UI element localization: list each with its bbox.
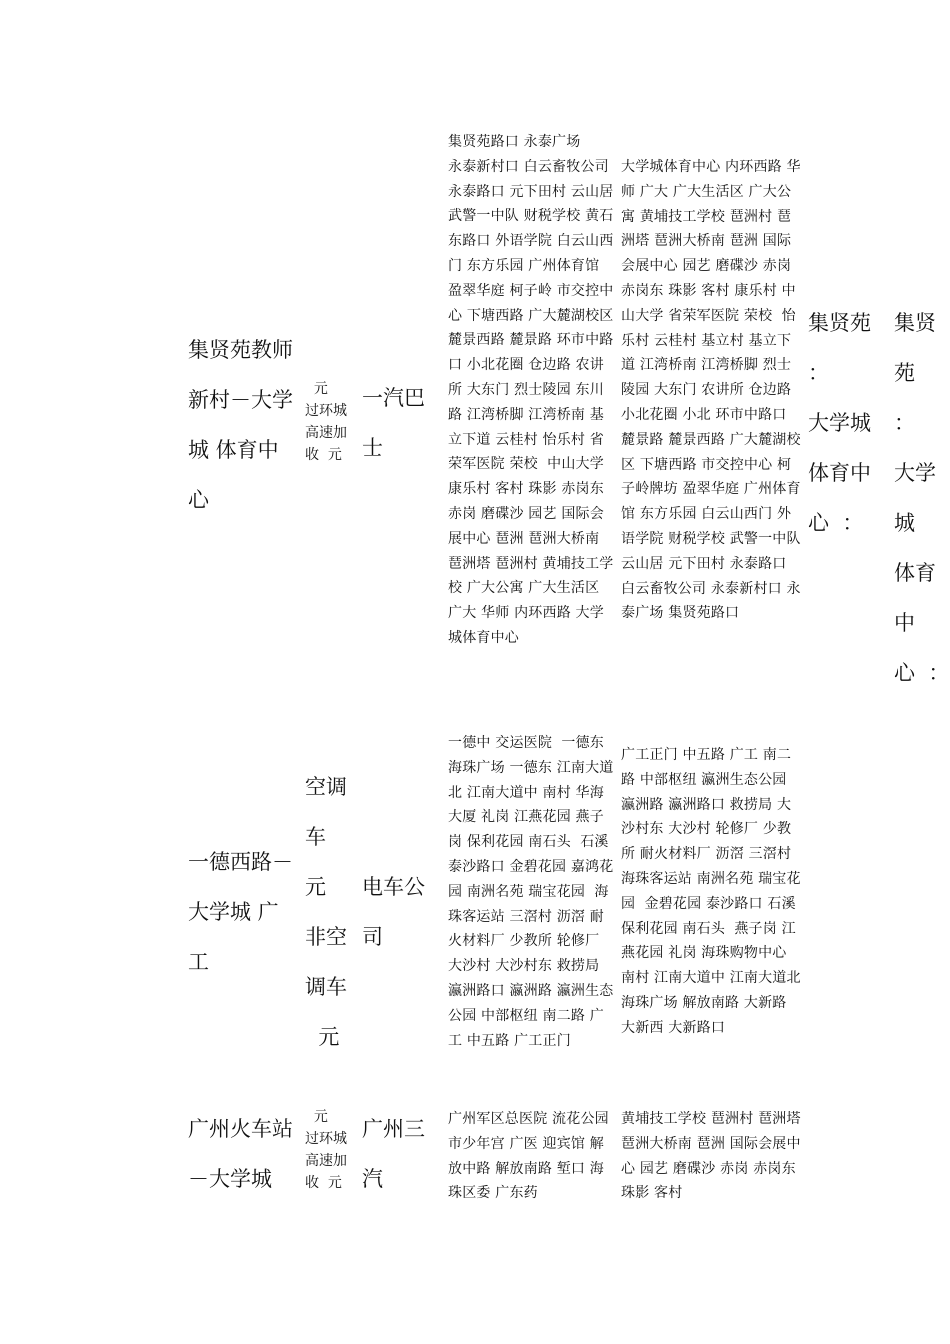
- stops-return: 大学城体育中心 内环西路 华师 广大 广大生活区 广大公寓 黄埔技工学校 琶洲村 琶洲塔 琶洲大桥南 琶洲 国际会展中心 园艺 磨碟沙 赤岗 赤岗东 珠影 客村 康乐村 中山大学 省荣军医院 荣校 怡乐村 云桂村 基立村 基立下道 江湾桥南 江湾桥脚 烈士陵园 大东门 农讲所 仓边路 小北花圈 小北 环市中路口 麓景路 麓景西路 广大麓湖校区 下塘西路 市交控中心 柯子岭牌坊 盈翠华庭 广州体育馆 东方乐园 白云山西门 外语学院 财税学校 武警一中队 云山居 元下田村 永泰路口 白云畜牧公司 永泰新村口 永泰广场 集贤苑路口: [621, 159, 806, 622]
- service-hours-first: 集贤苑 ： 大学城 体育中 心 ：: [808, 311, 871, 535]
- stops-return: 广工正门 中五路 广工 南二路 中部枢纽 瀛洲生态公园 瀛洲路 瀛洲路口 救捞局 大沙村东 大沙村 轮修厂 少教所 耐火材料厂 沥滘 三滘村 海珠客运站 南洲名苑 瑞宝花园 金碧花园 泰沙路口 石溪 保利花园 南石头 燕子岗 江燕花园 礼岗 海珠购物中心 南村 江南大道中 江南大道北 海珠广场 解放南路 大新路 大新西 大新路口: [621, 747, 806, 1036]
- route-name: 广州火车站 －大学城: [188, 1117, 293, 1191]
- operator: 广州三 汽: [362, 1117, 425, 1191]
- route-name: 集贤苑教师 新村－大学 城 体育中 心: [188, 338, 293, 512]
- fare: 元 过环城 高速加 收 元: [305, 1109, 347, 1191]
- stops-outbound: 集贤苑路口 永泰广场 永泰新村口 白云畜牧公司 永泰路口 元下田村 云山居 武警一中队 财税学校 黄石东路口 外语学院 白云山西门 东方乐园 广州体育馆 盈翠华庭 柯子岭 市交控中心 下塘西路 广大麓湖校区 麓景西路 麓景路 环市中路口 小北花圈 仓边路 农讲所 大东门 烈士陵园 东川路 江湾桥脚 江湾桥南 基立下道 云桂村 怡乐村 省荣军医院 荣校 中山大学 康乐村 客村 珠影 赤岗东 赤岗 磨碟沙 园艺 国际会展中心 琶洲 琶洲大桥南 琶洲塔 琶洲村 黄埔技工学校 广大公寓 广大生活区 广大 华师 内环西路 大学城体育中心: [448, 134, 614, 646]
- stops-outbound: 一德中 交运医院 一德东 海珠广场 一德东 江南大道北 江南大道中 南村 华海大厦 礼岗 江燕花园 燕子岗 保利花园 南石头 石溪 泰沙路口 金碧花园 嘉鸿花园 南洲名苑 瑞宝花园 海珠客运站 三滘村 沥滘 耐火材料厂 少教所 轮修厂 大沙村 大沙村东 救捞局 瀛洲路口 瀛洲路 瀛洲生态公园 中部枢纽 南二路 广工 中五路 广工正门: [448, 735, 614, 1049]
- operator: 电车公 司: [362, 875, 425, 949]
- service-hours-last: 集贤苑 ： 大学城 体育中 心 ：: [894, 311, 950, 685]
- stops-outbound: 广州军区总医院 流花公园 市少年宫 广医 迎宾馆 解放中路 解放南路 堑口 海珠区委 广东药: [448, 1111, 614, 1202]
- operator: 一汽巴 士: [362, 386, 425, 460]
- fare: 元 过环城 高速加 收 元: [305, 381, 347, 463]
- fare: 空调 车 元 非空 调车 元: [305, 775, 347, 1049]
- stops-return: 黄埔技工学校 琶洲村 琶洲塔 琶洲大桥南 琶洲 国际会展中心 园艺 磨碟沙 赤岗 赤岗东 珠影 客村: [621, 1111, 806, 1202]
- route-name: 一德西路－ 大学城 广 工: [188, 850, 293, 974]
